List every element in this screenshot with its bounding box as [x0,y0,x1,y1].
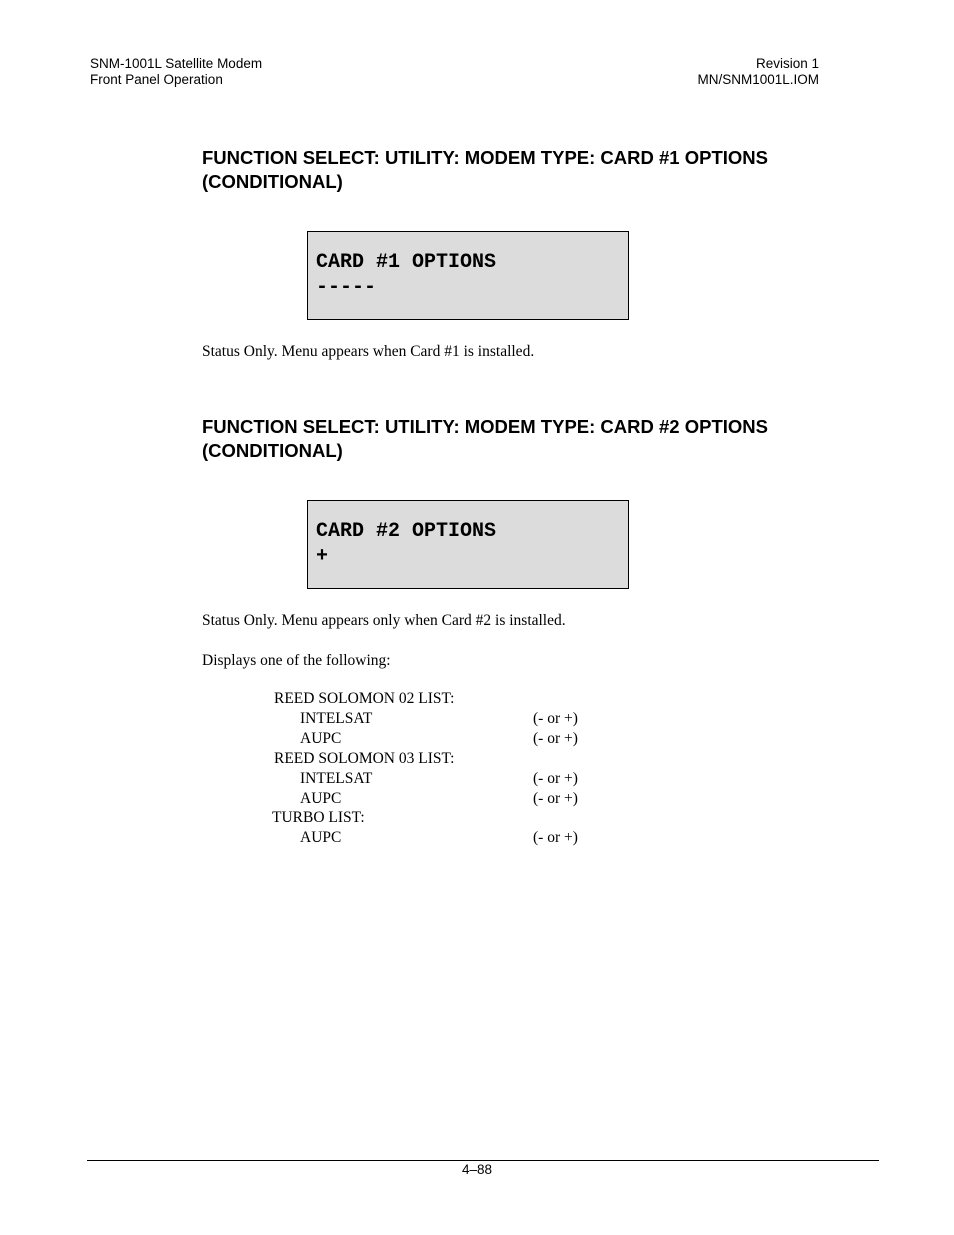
section-heading-line1: FUNCTION SELECT: UTILITY: MODEM TYPE: CARD #1 OPTIONS [202,147,768,168]
section-heading-card1 [202,146,842,194]
section-heading-line2: (CONDITIONAL) [202,440,343,461]
document-number: MN/SNM1001L.IOM [697,72,819,87]
page-number: 4–88 [461,1162,493,1177]
footer-divider [87,1160,879,1161]
list-item-value: (- or +) [533,790,578,807]
list-group-heading: REED SOLOMON 03 LIST: [274,750,455,767]
list-item-value: (- or +) [533,829,578,846]
chapter-title: Front Panel Operation [90,72,223,87]
list-item-label: AUPC [300,730,342,747]
card2-description: Status Only. Menu appears only when Card #2 is installed. [202,612,566,629]
list-group-heading: TURBO LIST: [272,809,365,826]
document-title: SNM-1001L Satellite Modem [90,56,263,71]
list-item-label: INTELSAT [300,710,373,727]
card1-description: Status Only. Menu appears when Card #1 is installed. [202,343,535,360]
list-item-value: (- or +) [533,730,578,747]
list-item-label: INTELSAT [300,770,373,787]
revision-label: Revision 1 [755,56,819,71]
list-group-heading: REED SOLOMON 02 LIST: [274,690,455,707]
lcd-display-card1 [307,231,629,320]
list-item-value: (- or +) [533,710,578,727]
list-item-label: AUPC [300,829,342,846]
list-item-label: AUPC [300,790,342,807]
section-heading-line2: (CONDITIONAL) [202,171,343,192]
lcd-line-2: + [316,545,329,568]
page-header-left [90,56,262,88]
page-header-right [697,56,819,88]
lcd-display-card2 [307,500,629,589]
lcd-line-2: ----- [316,276,377,299]
lcd-line-1: CARD #2 OPTIONS [316,520,497,543]
options-intro: Displays one of the following: [202,652,391,669]
lcd-line-1: CARD #1 OPTIONS [316,251,497,274]
list-item-value: (- or +) [533,770,578,787]
section-heading-line1: FUNCTION SELECT: UTILITY: MODEM TYPE: CARD #2 OPTIONS [202,416,768,437]
section-heading-card2 [202,415,842,463]
